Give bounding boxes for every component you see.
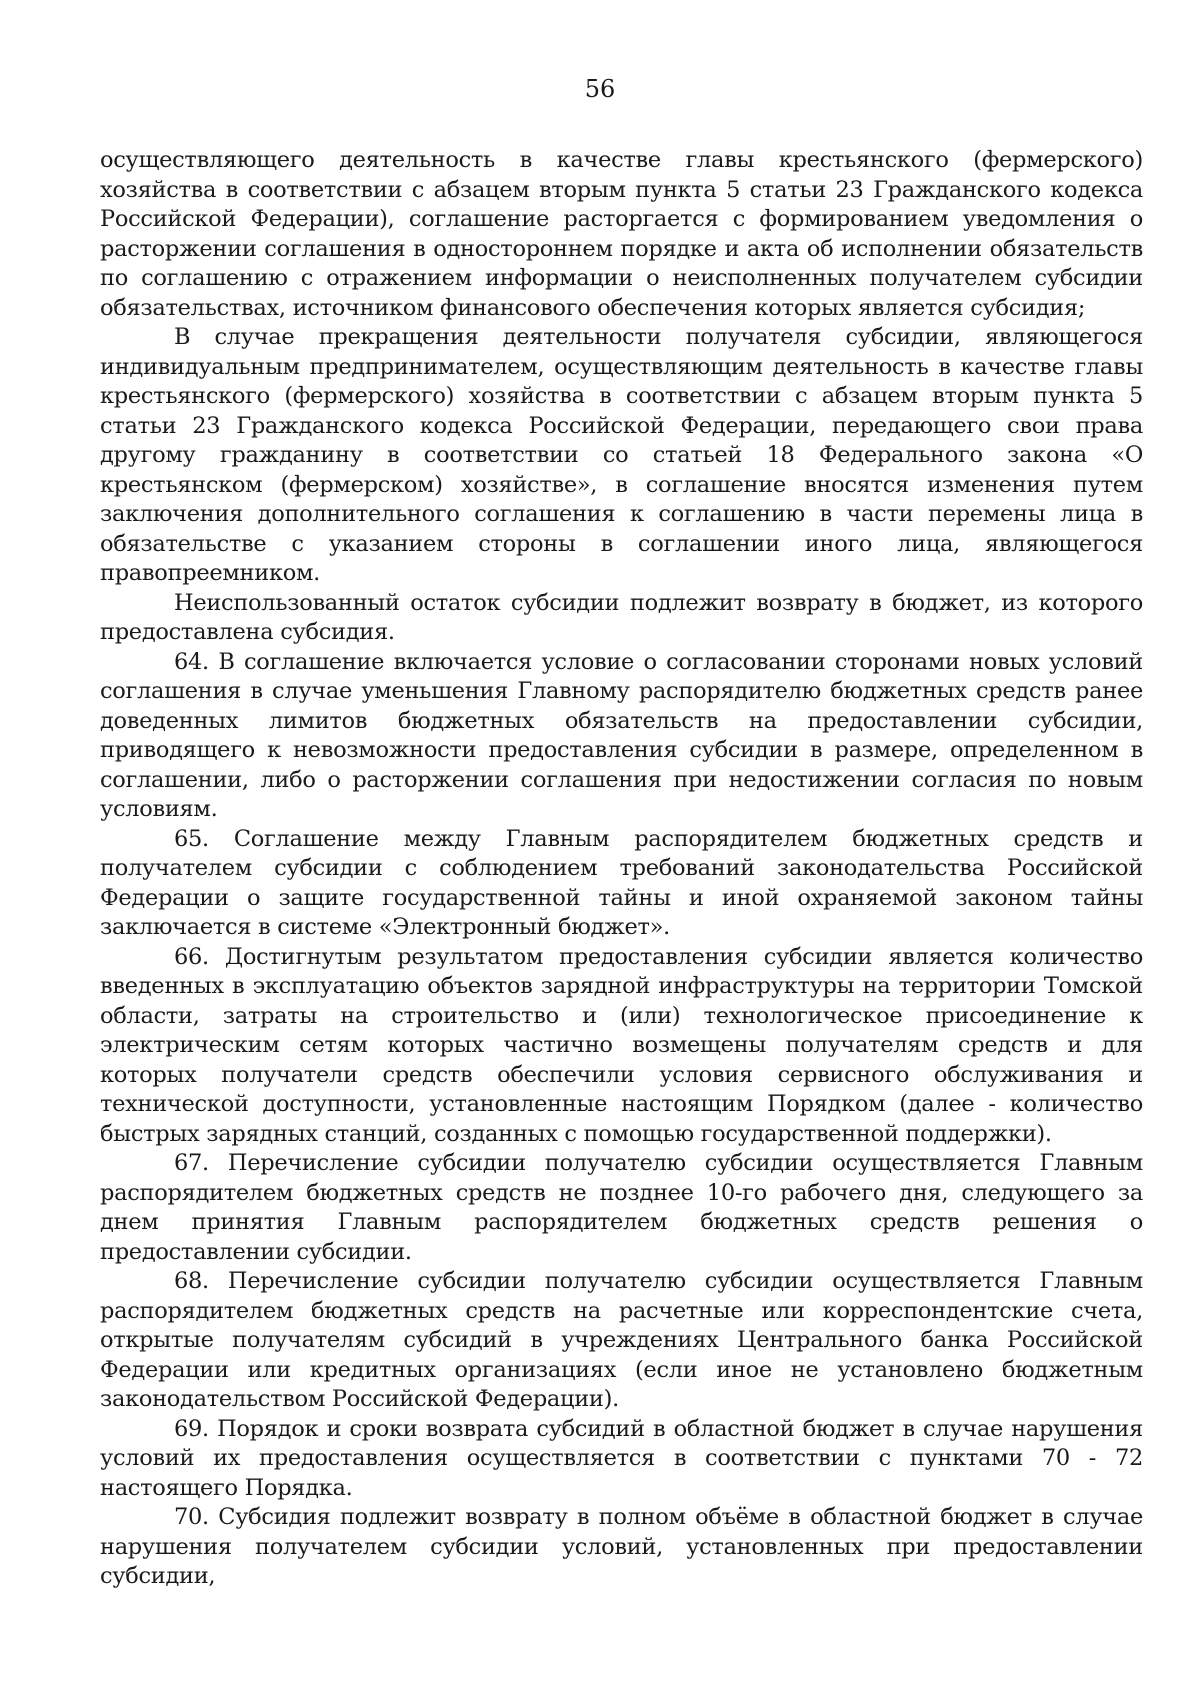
paragraph-68: 68. Перечисление субсидии получателю субсидии осуществляется Главным распорядителем бюджетных средств на расчетные или корреспондентские счета, открытые получателям субсидий в учреждениях Центрального банка Российской Федерации или кредитных организациях (если иное не установлено бюджетным законодательством Российской Федерации). [100, 1268, 1143, 1412]
paragraph-continuation: осуществляющего деятельность в качестве главы крестьянского (фермерского) хозяйства в соответствии с абзацем вторым пункта 5 статьи 23 Гражданского кодекса Российской Федерации), соглашение расторгается с формированием уведомления о расторжении соглашения в одностороннем порядке и акта об исполнении обязательств по соглашению с отражением информации о неисполненных получателем субсидии обязательствах, источником финансового обеспечения которых является субсидия; [100, 147, 1143, 321]
document-body [100, 146, 1143, 1592]
paragraph-65: 65. Соглашение между Главным распорядителем бюджетных средств и получателем субсидии с соблюдением требований законодательства Российской Федерации о защите государственной тайны и иной охраняемой законом тайны заключается в системе «Электронный бюджет». [100, 825, 1143, 940]
paragraph-unused-balance: Неиспользованный остаток субсидии подлежит возврату в бюджет, из которого предоставлена субсидия. [100, 589, 1143, 645]
paragraph-termination-of-activity: В случае прекращения деятельности получателя субсидии, являющегося индивидуальным предпринимателем, осуществляющим деятельность в качестве главы крестьянского (фермерского) хозяйства в соответствии с абзацем вторым пункта 5 статьи 23 Гражданского кодекса Российской Федерации, передающего свои права другому гражданину в соответствии со статьей 18 Федерального закона «О крестьянском (фермерском) хозяйстве», в соглашение вносятся изменения путем заключения дополнительного соглашения к соглашению в части перемены лица в обязательстве с указанием стороны в соглашении иного лица, являющегося правопреемником. [100, 324, 1143, 586]
paragraph-64: 64. В соглашение включается условие о согласовании сторонами новых условий соглашения в случае уменьшения Главному распорядителю бюджетных средств ранее доведенных лимитов бюджетных обязательств на предоставлении субсидии, приводящего к невозможности предоставления субсидии в размере, определенном в соглашении, либо о расторжении соглашения при недостижении согласия по новым условиям. [100, 648, 1143, 822]
page-number: 56 [584, 75, 616, 103]
paragraph-70: 70. Субсидия подлежит возврату в полном объёме в областной бюджет в случае нарушения получателем субсидии условий, установленных при предоставлении субсидии, [100, 1504, 1143, 1589]
paragraph-67: 67. Перечисление субсидии получателю субсидии осуществляется Главным распорядителем бюджетных средств не позднее 10-го рабочего дня, следующего за днем принятия Главным распорядителем бюджетных средств решения о предоставлении субсидии. [100, 1150, 1143, 1265]
paragraph-69: 69. Порядок и сроки возврата субсидий в областной бюджет в случае нарушения условий их предоставления осуществляется в соответствии с пунктами 70 - 72 настоящего Порядка. [100, 1415, 1143, 1501]
paragraph-66: 66. Достигнутым результатом предоставления субсидии является количество введенных в эксплуатацию объектов зарядной инфраструктуры на территории Томской области, затраты на строительство и (или) технологическое присоединение к электрическим сетям которых частично возмещены получателям средств и для которых получатели средств обеспечили условия сервисного обслуживания и технической доступности, установленные настоящим Порядком (далее - количество быстрых зарядных станций, созданных с помощью государственной поддержки). [100, 943, 1143, 1147]
